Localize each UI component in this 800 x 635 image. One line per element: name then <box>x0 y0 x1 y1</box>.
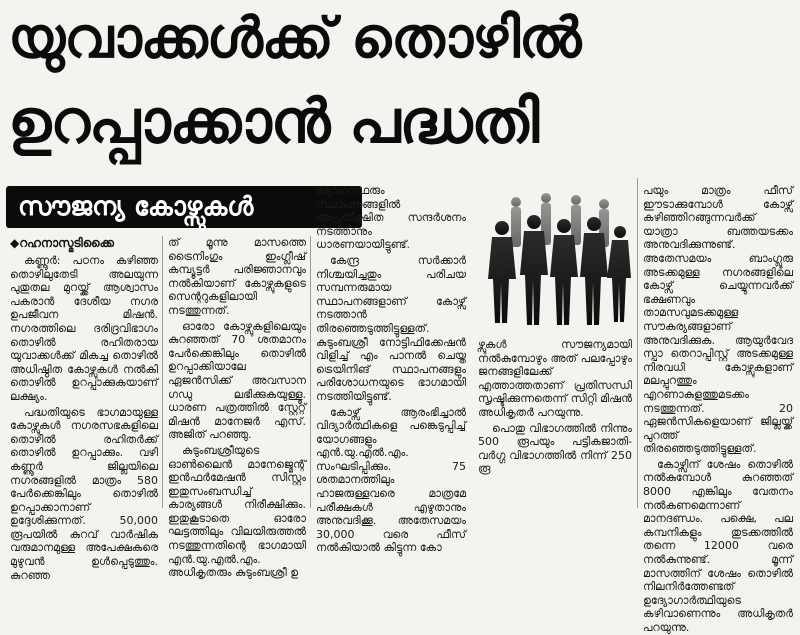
paragraph: കോഴ്സിന് ശേഷം തൊഴിൽ നൽകുമ്പോൾ കുറഞ്ഞത് 8000 എങ്കിലും വേതനം നൽകണമെന്നാണ് മാനദണ്ഡം. പക്ഷെ, പല കമ്പനികളും തുടക്കത്തിൽ തന്നെ 12000 വരെ നൽകുന്നുണ്ട്. മൂന്ന് മാസത്തിന് ശേഷം തൊഴിൽ നിലനിർത്തേണ്ടത് ഉദ്യോഗാർത്ഥിയുടെ കഴിവാണെന്നും അധികൃതർ പറയുന്നു. <box>643 457 793 634</box>
paragraph: കേന്ദ്ര സർക്കാർ നിശ്ചയിച്ചതും പരിചയ സമ്പന്നരുമായ സ്ഥാപനങ്ങളാണ് കോഴ്സ് നടത്താൻ തിരഞ്ഞെടുത്തിട്ടുള്ളത്. കുടുംബശ്രീ നോട്ടിഫിക്കേഷൻ വിളിച്ച് എം പാനൽ ചെയ്ത ട്രെയിനിങ് സ്ഥാപനങ്ങളും പരിശോധനയുടെ ഭാഗമായി നടത്തിയിട്ടുണ്ട്. <box>316 253 466 403</box>
paragraph: പൊതു വിഭാഗത്തിൽ നിന്നും 500 രൂപയും പട്ടികജാതി- വർഗ്ഗ വിഭാഗത്തിൽ നിന്ന് 250 രൂ <box>478 421 632 476</box>
paragraph: പയും മാത്രം ഫീസ് ഈടാക്കുമ്പോൾ കോഴ്സ് കഴിഞ്ഞിറങ്ങുന്നവർക്ക് യാത്രാ ബത്തയടക്കം അനുവദിക്കുന്നുണ്ട്. അതേസമയം ബാംഗ്ലൂരു അടക്കമുള്ള നഗരങ്ങളിലെ കോഴ്സ് ചെയ്യുന്നവർക്ക് ഭക്ഷണവും താമസവുമടക്കമുള്ള സൗകര്യങ്ങളാണ് അനുവദിക്കുക. ആയുർവേദ സ്പാ തെറാപ്പിസ്റ്റ് അടക്കമുള്ള നിരവധി കോഴ്സുകളാണ് മലപ്പുറത്തും എറണാകുളത്തുമടക്കം നടത്തുന്നത്. 20 ഏജൻസികളെയാണ് ജില്ലയ്ക്ക് പുറത്ത് തിരഞ്ഞെടുത്തിട്ടുള്ളത്. <box>643 184 793 456</box>
column-divider <box>310 236 311 508</box>
silhouettes-of-business-people-icon <box>476 190 634 330</box>
headline-line-1: യുവാക്കൾക്ക് തൊഴിൽ <box>8 6 581 71</box>
article-column-1 <box>10 254 158 582</box>
column-divider <box>637 178 638 508</box>
paragraph: ഓരോ കോഴ്സുകളിലെയും കുറഞ്ഞത് 70 ശതമാനം പേർക്കെങ്കിലും തൊഴിൽ ഉറപ്പാക്കിയാലേ ഏജൻസിക്ക് അവസാന ഗഡു ലഭിക്കുകയുള്ളൂ. ധാരണ പത്രത്തിൽ സ്റ്റേറ്റ് മിഷൻ മാനേജർ എസ്. അജിത് പറഞ്ഞു. <box>168 319 306 442</box>
article-column-3 <box>316 184 466 555</box>
article-column-3b <box>478 338 632 510</box>
paragraph: കണ്ണൂർ: പഠനം കഴിഞ്ഞ തൊഴിലുതേടി അലയുന്ന പുതുതല മുറയ്ക്ക് ആശ്വാസം പകരാൻ ദേശീയ നഗര ഉപജീവന മിഷൻ. നഗരത്തിലെ ദരിദ്രവിഭാഗം തൊഴിൽ രഹിതരായ യുവാക്കൾക്ക് മികച്ച തൊഴിൽ അധിഷ്ഠിത കോഴ്സുകൾ നൽകി തൊഴിൽ ഉറപ്പാക്കുകയാണ് ലക്ഷ്യം. <box>10 254 158 403</box>
paragraph: കോഴ്സ് ആരംഭിച്ചാൽ വിദ്യാർത്ഥികളെ പങ്കെടുപ്പിച്ച് യോഗങ്ങളും എൻ.യു.എൽ.എം. സംഘടിപ്പിക്കും. 75 ശതമാനത്തിലും ഹാജരുള്ളവരെ മാത്രമേ പരീക്ഷകൾ എഴുതാനും അനുവദിക്കൂ. അതേസമയം 30,000 വരെ ഫീസ് നൽകിയാൽ കിട്ടുന്ന കോ <box>316 405 466 555</box>
subheading-bar <box>6 186 362 228</box>
subheading: സൗജന്യ കോഴ്സുകൾ <box>18 192 254 222</box>
byline: ◆റഹനാസ്മടിക്കൈ <box>10 236 114 250</box>
business-people-silhouette-photo <box>476 190 634 330</box>
article-column-4 <box>643 184 793 634</box>
paragraph: ത് മൂന്നു മാസത്തെ ട്രൈനിംഗും ഇംഗ്ലീഷ് കമ്പ്യൂട്ടർ പരിജ്ഞാനവും നൽകിയാണ് കോഴ്സുകളുടെ സെന്ററുകളിലായി നടത്തുന്നത്. <box>168 236 306 317</box>
paragraph: പദ്ധതിയുടെ ഭാഗമായുള്ള കോഴ്സുകൾ നഗരസഭകളിലെ തൊഴിൽ രഹിതർക്ക് തൊഴിൽ ഉറപ്പാക്കും. വഴി കണ്ണൂർ ജില്ലയിലെ നഗരങ്ങളിൽ മാത്രം 580 പേർക്കെങ്കിലും തൊഴിൽ ഉറപ്പാക്കാനാണ് ഉദ്ദേശിക്കുന്നത്. 50,000 രൂപയിൽ കുറവ് വാർഷിക വരുമാനമുള്ള അപേക്ഷകരെ മുഴുവൻ ഉൾപ്പെടുത്തും. കുറഞ്ഞ <box>10 405 158 582</box>
paragraph: കുടുംബശ്രീയുടെ ഓൺലൈൻ മാനേജ്മെന്റ് ഇൻഫർമേഷൻ സിസ്റ്റം ഇതുസംബന്ധിച്ച് കാര്യങ്ങൾ നിരീക്ഷിക്കും. ഇതുകൂടാതെ ഓരോ ഘട്ടത്തിലും വിലയിരുത്തൽ നടത്തുന്നതിന്റെ ഭാഗമായി എൻ.യു.എൽ.എം. അധികൃതരും കുടുംബശ്രീ ഉ <box>168 443 306 580</box>
paragraph: ദ്യോഗസ്ഥരും സ്ഥാപനങ്ങളിൽ അപ്രതീക്ഷിത സന്ദർശനം നടത്താനും ധാരണയായിട്ടുണ്ട്. <box>316 184 466 252</box>
headline-line-2: ഉറപ്പാക്കാൻ പദ്ധതി <box>8 87 539 157</box>
article-column-2 <box>168 236 306 580</box>
column-divider <box>162 236 163 508</box>
paragraph: ഴ്സുകൾ സൗജന്യമായി നൽകുമ്പോഴും അത് പലപ്പോഴും ജനങ്ങളിലേക്ക് എത്താത്തതാണ് പ്രതിസന്ധി സൃഷ്ടിക്കുന്നതെന്ന് സിറ്റി മിഷൻ അധികൃതർ പറയുന്നു. <box>478 338 632 419</box>
